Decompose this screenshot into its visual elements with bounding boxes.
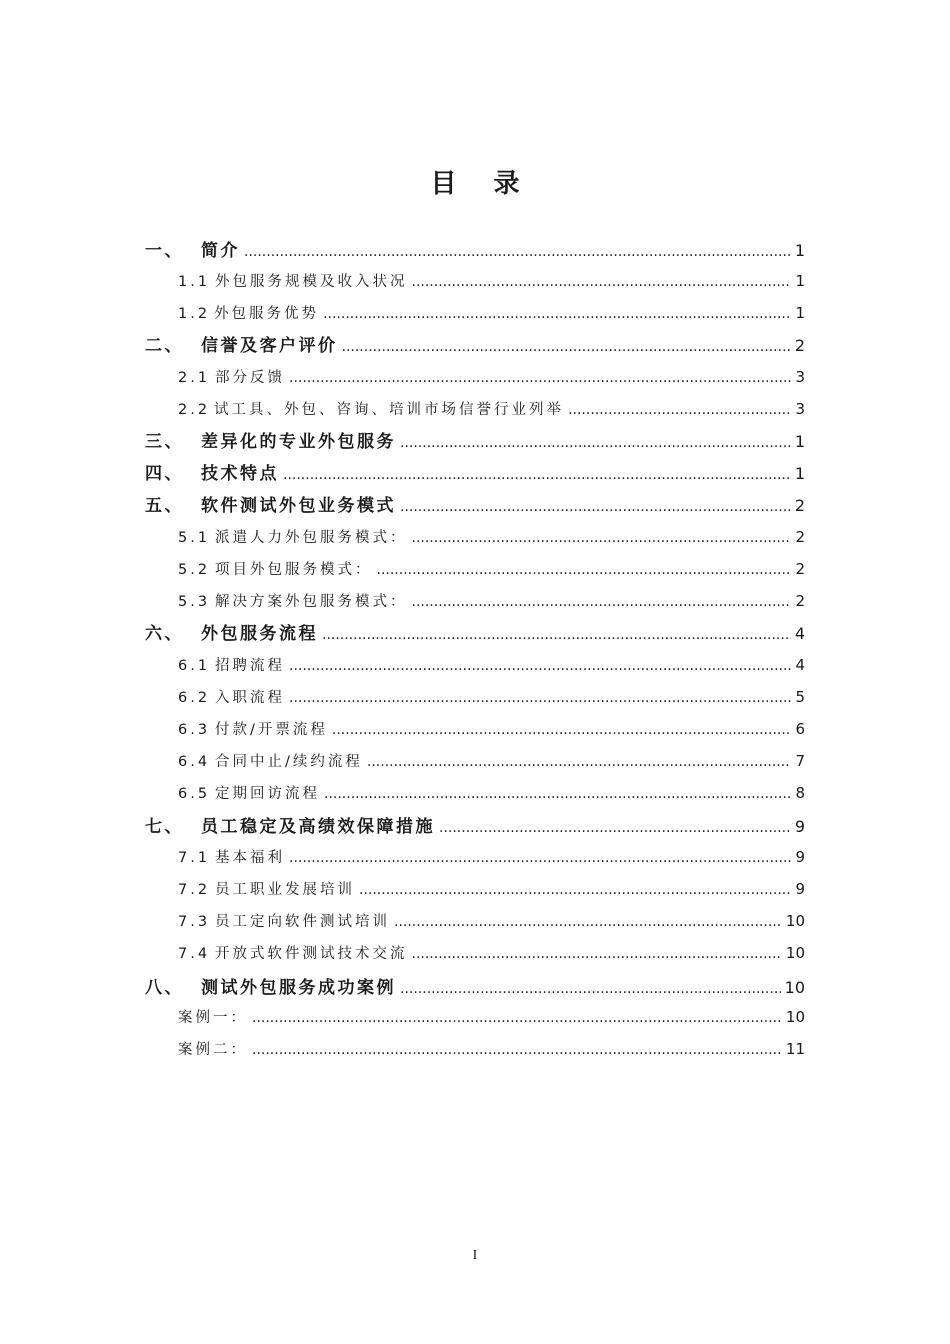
toc-entry-page: 10 (784, 978, 805, 997)
toc-entry-number: 2.2 (178, 402, 211, 418)
toc-entry-title: 项目外包服务模式： (215, 562, 373, 578)
toc-entry-title: 软件测试外包业务模式 (201, 496, 396, 516)
toc-entry-page: 3 (795, 368, 805, 386)
toc-entry-title: 定期回访流程 (215, 786, 320, 802)
toc-dot-leader (412, 594, 792, 610)
toc-entry-page: 5 (795, 688, 805, 706)
toc-entry[interactable] (178, 302, 805, 323)
toc-entry-title: 部分反馈 (215, 370, 285, 386)
toc-dot-leader (289, 690, 791, 706)
toc-entry-number: 6.1 (178, 658, 211, 674)
toc-entry-page: 1 (794, 432, 805, 451)
toc-entry-title: 合同中止/续约流程 (215, 754, 363, 770)
toc-dot-leader (412, 530, 792, 546)
toc-entry-title: 外包服务优势 (214, 306, 320, 322)
toc-dot-leader (439, 820, 791, 836)
toc-entry-title: 案例一： (178, 1010, 248, 1026)
toc-dot-leader (289, 370, 791, 386)
toc-entry[interactable] (145, 812, 805, 837)
toc-entry-number: 6.5 (178, 786, 211, 802)
toc-entry-number: 1.1 (178, 274, 211, 290)
toc-entry-page: 1 (795, 304, 805, 322)
toc-entry-number: 5.1 (178, 530, 211, 546)
toc-entry-number: 六、 (145, 624, 184, 644)
toc-entry-title: 入职流程 (215, 690, 285, 706)
toc-entry[interactable] (178, 910, 805, 931)
toc-entry[interactable] (178, 654, 805, 675)
toc-entry-title: 简介 (201, 241, 240, 261)
toc-entry-title: 员工定向软件测试培训 (215, 914, 390, 930)
toc-entry-title: 员工职业发展培训 (215, 882, 355, 898)
toc-dot-leader (568, 402, 791, 418)
toc-entry[interactable] (178, 398, 805, 419)
toc-entry-number: 7.1 (178, 850, 211, 866)
toc-entry-number: 6.3 (178, 722, 211, 738)
toc-entry-number: 五、 (145, 496, 184, 516)
toc-entry[interactable] (145, 236, 805, 261)
toc-entry-page: 3 (795, 400, 805, 418)
toc-dot-leader (400, 499, 791, 515)
toc-entry-page: 4 (795, 656, 805, 674)
toc-entry[interactable] (178, 718, 805, 739)
toc-entry-page: 4 (794, 624, 805, 643)
toc-entry-title: 开放式软件测试技术交流 (215, 946, 408, 962)
toc-entry-number: 6.4 (178, 754, 211, 770)
toc-entry-title: 试工具、外包、咨询、培训市场信誉行业列举 (214, 402, 565, 418)
toc-dot-leader (289, 658, 791, 674)
toc-dot-leader (332, 722, 792, 738)
toc-entry[interactable] (178, 846, 805, 867)
toc-entry[interactable] (178, 366, 805, 387)
toc-entry-title: 基本福利 (215, 850, 285, 866)
toc-dot-leader (289, 850, 791, 866)
toc-entry[interactable] (178, 558, 805, 579)
toc-dot-leader (412, 946, 782, 962)
toc-entry-number: 一、 (145, 241, 184, 261)
toc-entry[interactable] (178, 526, 805, 547)
toc-dot-leader (252, 1010, 782, 1026)
toc-entry-number: 2.1 (178, 370, 211, 386)
toc-entry-title: 付款/开票流程 (215, 722, 328, 738)
toc-entry-page: 2 (795, 592, 805, 610)
toc-dot-leader (244, 244, 791, 260)
toc-entry[interactable] (178, 750, 805, 771)
toc-entry-title: 外包服务规模及收入状况 (215, 274, 408, 290)
toc-entry-page: 2 (794, 496, 805, 515)
toc-entry[interactable] (145, 491, 805, 516)
toc-entry[interactable] (145, 619, 805, 644)
toc-entry[interactable] (145, 459, 805, 484)
toc-dot-leader (412, 274, 792, 290)
toc-entry-title: 案例二： (178, 1042, 248, 1058)
toc-dot-leader (359, 882, 791, 898)
toc-entry-page: 10 (785, 1008, 805, 1026)
toc-entry-page: 1 (794, 241, 805, 260)
toc-entry[interactable] (145, 973, 805, 998)
toc-entry-page: 2 (795, 528, 805, 546)
toc-entry-number: 三、 (145, 432, 184, 452)
toc-entry-page: 7 (795, 752, 805, 770)
toc-entry-page: 10 (785, 944, 805, 962)
toc-entry-number: 5.3 (178, 594, 211, 610)
toc-dot-leader (283, 467, 791, 483)
toc-entry-number: 二、 (145, 336, 184, 356)
toc-entry[interactable] (145, 331, 805, 356)
toc-entry-page: 1 (794, 464, 805, 483)
toc-dot-leader (342, 339, 791, 355)
toc-entry-page: 9 (795, 848, 805, 866)
toc-entry-number: 1.2 (178, 306, 211, 322)
toc-dot-leader (322, 627, 791, 643)
toc-entry-number: 四、 (145, 464, 184, 484)
toc-entry-page: 8 (795, 784, 805, 802)
toc-entry-title: 解决方案外包服务模式： (215, 594, 408, 610)
toc-dot-leader (367, 754, 792, 770)
toc-dot-leader (400, 981, 781, 997)
toc-entry-page: 11 (785, 1040, 805, 1058)
toc-entry-number: 6.2 (178, 690, 211, 706)
toc-entry-number: 七、 (145, 817, 184, 837)
toc-dot-leader (400, 435, 791, 451)
toc-dot-leader (324, 786, 791, 802)
toc-entry-page: 9 (794, 817, 805, 836)
toc-entry-title: 信誉及客户评价 (201, 336, 338, 356)
toc-entry-title: 员工稳定及高绩效保障措施 (201, 817, 435, 837)
toc-entry-title: 差异化的专业外包服务 (201, 432, 396, 452)
toc-entry[interactable] (178, 270, 805, 291)
toc-entry-number: 5.2 (178, 562, 211, 578)
toc-entry[interactable] (178, 942, 805, 963)
toc-entry-title: 招聘流程 (215, 658, 285, 674)
toc-entry[interactable] (178, 782, 805, 803)
toc-entry-page: 2 (795, 560, 805, 578)
toc-entry-number: 7.2 (178, 882, 211, 898)
toc-entry-title: 测试外包服务成功案例 (201, 978, 396, 998)
toc-entry[interactable] (178, 1038, 805, 1059)
toc-dot-leader (377, 562, 792, 578)
toc-entry-number: 7.3 (178, 914, 211, 930)
toc-entry-page: 10 (785, 912, 805, 930)
toc-entry[interactable] (178, 590, 805, 611)
toc-entry-page: 6 (795, 720, 805, 738)
toc-entry-number: 八、 (145, 978, 184, 998)
toc-dot-leader (323, 306, 791, 322)
toc-entry-page: 9 (795, 880, 805, 898)
toc-entry-title: 技术特点 (201, 464, 279, 484)
toc-entry-title: 外包服务流程 (201, 624, 318, 644)
page-number: I (472, 1248, 478, 1263)
toc-entry[interactable] (178, 878, 805, 899)
toc-entry-title: 派遣人力外包服务模式： (215, 530, 408, 546)
toc-entry[interactable] (178, 686, 805, 707)
page-title: 目 录 (430, 169, 534, 199)
toc-dot-leader (252, 1042, 782, 1058)
toc-entry[interactable] (178, 1006, 805, 1027)
toc-entry-page: 1 (795, 272, 805, 290)
toc-dot-leader (394, 914, 782, 930)
toc-entry[interactable] (145, 427, 805, 452)
toc-entry-page: 2 (794, 336, 805, 355)
toc-entry-number: 7.4 (178, 946, 211, 962)
